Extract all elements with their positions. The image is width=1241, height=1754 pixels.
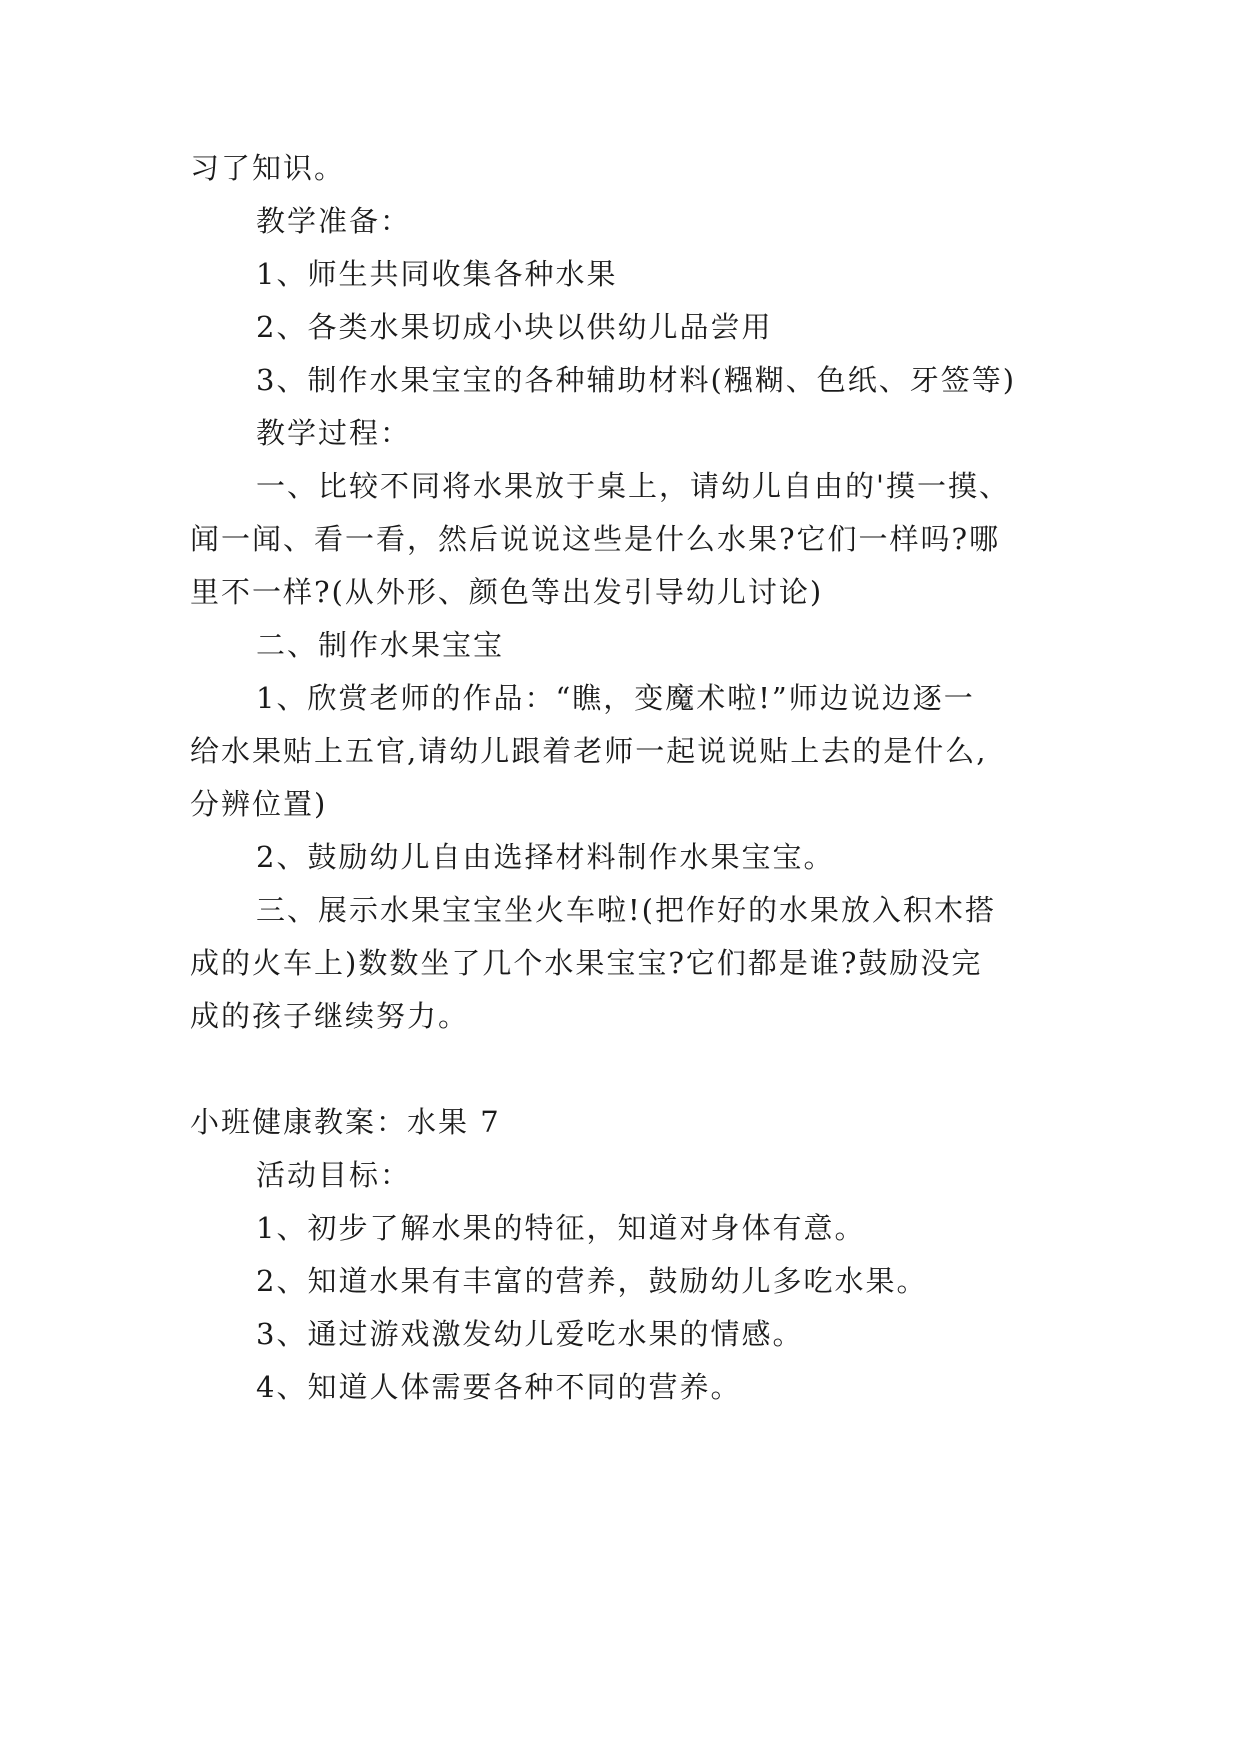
- step2-heading: 二、制作水果宝宝: [256, 628, 505, 662]
- step3-line-1: 三、展示水果宝宝坐火车啦!(把作好的水果放入积木搭: [256, 893, 996, 927]
- step2-item1-line-2: 给水果贴上五官,请幼儿跟着老师一起说说贴上去的是什么,: [190, 734, 988, 768]
- step1-line-3: 里不一样?(从外形、颜色等出发引导幼儿讨论): [190, 575, 824, 609]
- step3-line-3: 成的孩子继续努力。: [190, 999, 470, 1033]
- goal-item-3: 3、通过游戏激发幼儿爱吃水果的情感。: [256, 1317, 804, 1351]
- section-title: 小班健康教案：水果 7: [190, 1105, 501, 1139]
- step1-line-2: 闻一闻、看一看，然后说说这些是什么水果?它们一样吗?哪: [190, 522, 1001, 556]
- goals-heading: 活动目标：: [256, 1158, 412, 1192]
- continuation-text: 习了知识。: [190, 151, 346, 185]
- step2-item2: 2、鼓励幼儿自由选择材料制作水果宝宝。: [256, 840, 835, 874]
- prep-item-2: 2、各类水果切成小块以供幼儿品尝用: [256, 310, 773, 344]
- prep-item-3: 3、制作水果宝宝的各种辅助材料(糨糊、色纸、牙签等): [256, 363, 1017, 397]
- goal-item-2: 2、知道水果有丰富的营养，鼓励幼儿多吃水果。: [256, 1264, 928, 1298]
- goal-item-4: 4、知道人体需要各种不同的营养。: [256, 1370, 742, 1404]
- prep-heading: 教学准备：: [256, 204, 412, 238]
- goal-item-1: 1、初步了解水果的特征，知道对身体有意。: [256, 1211, 866, 1245]
- prep-item-1: 1、师生共同收集各种水果: [256, 257, 618, 291]
- step3-line-2: 成的火车上)数数坐了几个水果宝宝?它们都是谁?鼓励没完: [190, 946, 983, 980]
- step2-item1-line-1: 1、欣赏老师的作品：“瞧，变魔术啦!”师边说边逐一: [256, 681, 975, 715]
- step1-line-1: 一、比较不同将水果放于桌上，请幼儿自由的'摸一摸、: [256, 469, 1010, 503]
- process-heading: 教学过程：: [256, 416, 412, 450]
- step2-item1-line-3: 分辨位置): [190, 787, 328, 821]
